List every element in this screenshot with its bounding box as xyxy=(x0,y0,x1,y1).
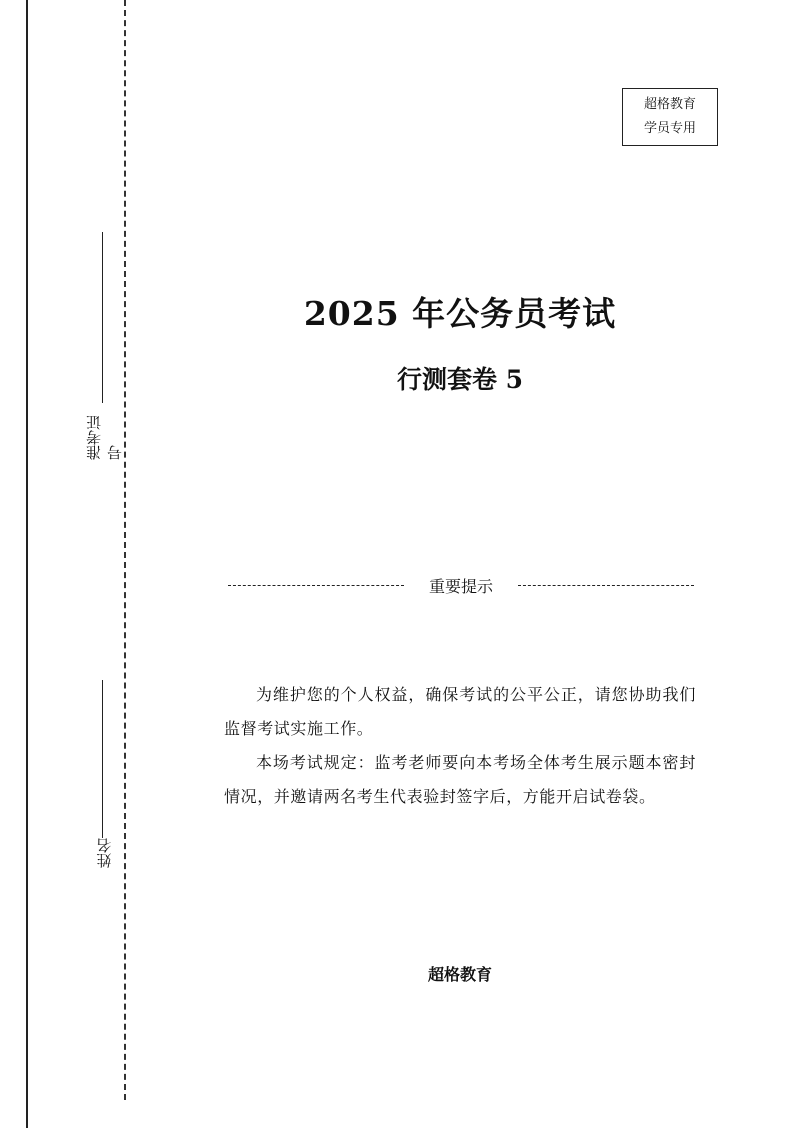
student-only-stamp xyxy=(622,88,718,146)
notice-paragraph-2: 本场考试规定：监考老师要向本考场全体考生展示题本密封情况，并邀请两名考生代表验封签字后，方能开启试卷袋。 xyxy=(224,753,696,806)
binding-edge-line xyxy=(26,0,28,1128)
footer-brand: 超格教育 xyxy=(427,965,492,984)
notice-body xyxy=(224,678,696,814)
exam-id-blank[interactable] xyxy=(103,232,104,403)
notice-heading xyxy=(228,574,694,597)
name-label: 姓名 xyxy=(95,838,114,868)
page-subtitle: 行测套卷 5 xyxy=(396,365,524,394)
notice-paragraph-1: 为维护您的个人权益，确保考试的公平公正，请您协助我们监督考试实施工作。 xyxy=(224,685,696,738)
name-field xyxy=(90,668,118,868)
notice-heading-text: 重要提示 xyxy=(428,577,493,596)
stamp-line-1: 超格教育 xyxy=(643,97,696,112)
exam-id-field xyxy=(85,232,124,460)
name-blank[interactable] xyxy=(103,680,104,838)
heading-dash-left xyxy=(228,585,404,586)
heading-dash-right xyxy=(518,585,694,586)
cut-dashed-line xyxy=(124,0,126,1100)
stamp-line-2: 学员专用 xyxy=(643,121,696,136)
exam-id-label: 准考证号 xyxy=(85,415,124,460)
page-title: 2025 年公务员考试 xyxy=(303,294,617,333)
